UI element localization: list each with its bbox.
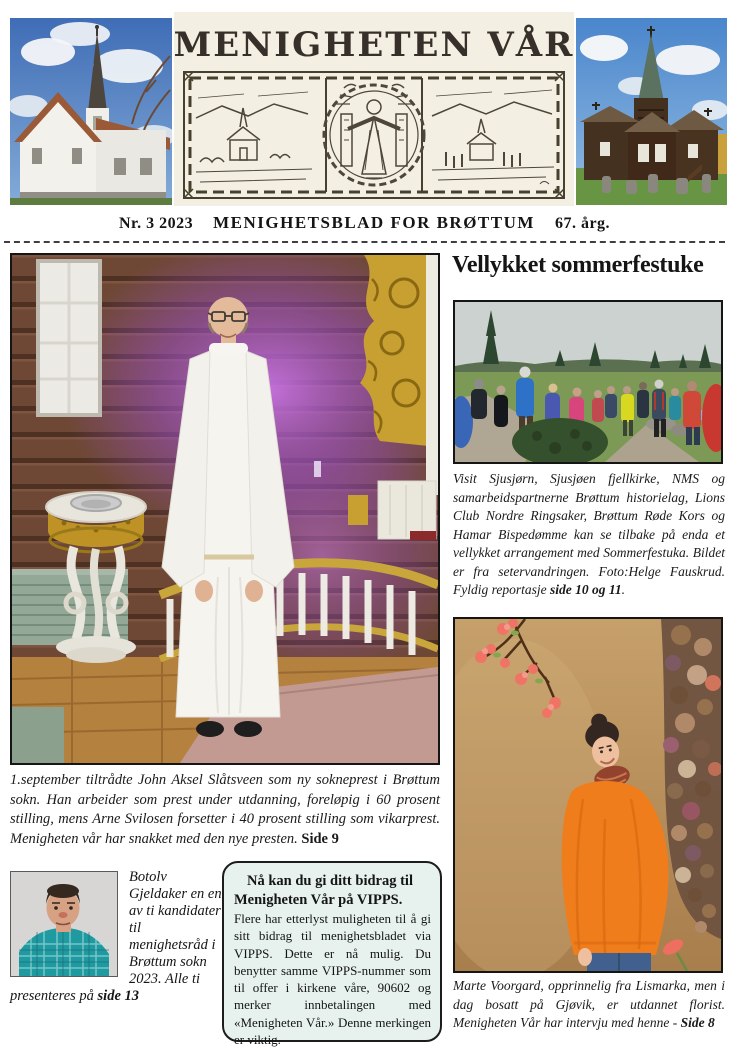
candidate-page-ref: side 13 [97,988,140,1004]
festival-photo-illustration [455,302,721,462]
masthead [174,12,574,206]
candidate-text: Botolv Gjeldaker en en av ti kandidater til menighetsråd i Brøttum sokn 2023. Alle ti presenteres på [10,869,222,1004]
issue-subtitle: MENIGHETSBLAD FOR BRØTTUM [213,213,535,232]
festival-page-ref: side 10 og 11 [550,582,622,597]
florist-photo-illustration [455,619,721,971]
issue-line [0,213,729,233]
masthead-drawing [174,12,574,206]
festival-caption-suffix: . [621,582,626,597]
lead-photo-illustration [12,255,438,763]
header-divider [4,241,725,243]
florist-caption [453,977,725,1033]
candidate-portrait-illustration [11,872,117,976]
festival-caption-text: Visit Sjusjørn, Sjusjøen fjellkirke, NMS og samarbeidspartnerne Brøttum historielag, Lions Club Nordre Ringsaker, Brøttum Røde Kors og Hamar Bispedømme kan se tilbake på enda et vellykket arrangement med Sommerfestuka. Bildet er fra setervandringen. Foto:Helge Fauskrud. Fyldig reportasje [453,471,725,597]
lead-caption [10,771,440,849]
white-church-illustration [10,18,172,205]
festival-caption [453,470,725,600]
candidate-section [10,869,222,1005]
brown-church-photo [576,18,727,205]
brown-church-illustration [576,18,727,205]
florist-page-ref: Side 8 [680,1015,715,1030]
issue-volume: 67. årg. [554,215,611,232]
lead-page-ref: Side 9 [301,830,339,847]
vipps-box [222,861,442,1048]
festival-photo [453,300,723,464]
vipps-heading: Nå kan du gi ditt bidrag til Menigheten Vår på VIPPS. [234,873,413,908]
florist-photo [453,617,723,973]
masthead-title: MENIGHETEN VÅR [174,25,574,65]
florist-caption-text: Marte Voorgard, opprinnelig fra Lismarka, men i dag bosatt på Gjøvik, er utdannet florist. Menigheten Vår har intervju med henne - [453,978,725,1030]
right-column-heading: Vellykket sommerfestuke [452,252,704,278]
lead-caption-text: 1.september tiltrådte John Aksel Slåtsveen som ny sokneprest i Brøttum sokn. Han arbeider som prest under utdanning, foreløpig i 60 prosent stilling, mens Arne Svilosen forsetter i 40 prosent stilling som vikarprest. Menigheten vår har snakket med den nye presten. [10,772,440,847]
vipps-body: Flere har etterlyst muligheten til å gi sitt bidrag til menighetsbladet via VIPPS. Dette er nå mulig. Du benytter samme VIPPS-nummer som til offer i kirkene våre, 90602 og merker innbetalingen med «Menigheten Vår.» Denne merkingen er viktig. [234,911,431,1048]
issue-number: Nr. 3 2023 [118,215,194,232]
lead-photo [10,253,440,765]
white-church-photo [10,18,172,205]
candidate-photo [10,871,118,977]
